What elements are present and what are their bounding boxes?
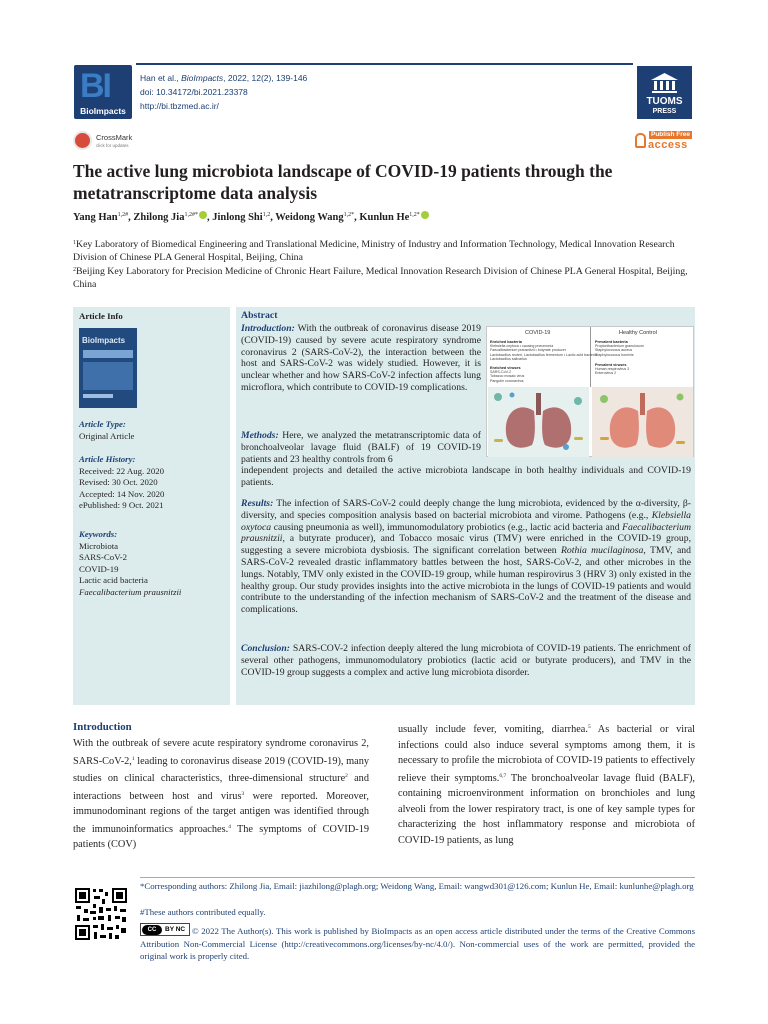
abstract-conclusion: Conclusion: SARS-COV-2 infection deeply altered the lung microbiota of COVID-19 patients. The enrichment of several other pathogens, immunomodulatory probiotics (lactic acid or butyrate producers), and TMV in the COVID-19 group suggests a complex and active lung microbiota disorder. [241,643,691,678]
figure-covid-viruses: Enriched viruses SARS-CoV-2 Tobacco mosaic virus Pangolin coronavirus [490,366,525,383]
author-name: Jinlong Shi [212,212,263,223]
author-affiliation-mark: 1,2 [262,212,271,218]
orcid-icon[interactable] [199,211,207,219]
journal-logo [74,65,132,119]
publish-free-label: Publish Free [651,131,691,138]
keyword: Lactic acid bacteria [79,575,148,585]
author-list: Yang Han$^{1,2\#}$, Zhilong Jia$^{1,2\#*}$ , Jinlong Shi$^{1,2}$, Weidong Wang$^{1,2*}$, Kunlun $He^{1,2*}$ [73,211,429,223]
figure-healthy-bacteria: Prevalent bacteria Propionibacterium granulosum Staphylococcus aureus Staphylococcus hominis [595,340,644,357]
article-info-panel [73,307,230,705]
covid-lung-panel [488,387,589,457]
open-lock-icon [635,133,646,148]
abstract-methods: Methods: Here, we analyzed the metatranscriptomic data of bronchoalveolar lavage fluid (BALF) of 19 COVID-19 patients and 23 healthy controls from 6 [241,430,481,465]
reference-citation[interactable]: 4 [228,823,231,830]
abstract-results: Results: The infection of SARS-CoV-2 could deeply change the lung microbiota, evidenced by the α-diversity, β-diversity, and species composition analysis based on bacterial microbiota and virome. Pathogens (e.g., Klebsiella oxytoca causing pneumonia as well), immunomodulatory probiotics (e.g., lactic acid bacteria and Faecalibacterium prausnitzii, a butyrate producer), and Tobacco mosaic virus (TMV) were enriched in the COVID-19 group, suggesting a severe microbiota dysbiosis. The significant correlation between Rothia mucilaginosa, TMV, and SARS-CoV-2 revealed drastic inflammatory battles between the host, SARS-CoV-2, and other microbes in the lungs. Notably, TMV only existed in the COVID-19 group, while human respirovirus 3 (HRV 3) only existed in the healthy group. Our study provides insights into the active microbiota in the lungs of COVID-19 patients and would contribute to the understanding of the infection mechanism of SARS-CoV-2 and the treatment of the disease and complications. [241,498,691,616]
article-type-value: Original Article [79,430,135,441]
article-history [79,454,164,512]
affiliation-1: $^1$Key Laboratory of Biomedical Engineering and Translational Medicine, Ministry of Industry and Information Technology, Medical Innovation Research Division of Chinese PLA General Hospital, Beijing, China [73,239,675,263]
journal-logo-text: BioImpacts [80,106,126,116]
reference-citation[interactable]: 1 [131,755,135,762]
author-name: Kunlun He [359,212,410,223]
journal-url-link[interactable]: http://bi.tbzmed.ac.ir/ [140,101,219,111]
crossmark-badge[interactable] [73,131,153,151]
history-epublished: ePublished: 9 Oct. 2021 [79,500,164,510]
figure-label-healthy: Healthy Control [619,330,657,336]
journal-logo-mark: BI [80,67,110,105]
abstract-heading: Abstract [241,310,278,321]
covid-lungs-icon [488,387,589,457]
equal-contribution-note: #These authors contributed equally. [140,907,266,917]
history-revised: Revised: 30 Oct. 2020 [79,477,158,487]
keyword: SARS-CoV-2 [79,552,128,562]
author-name: Yang Han [73,212,118,223]
author-name: Zhilong Jia [133,212,185,223]
footer-rule [140,877,695,878]
figure-healthy-viruses: Prevalent viruses Human respirovirus 3 Enterovirus 2 [595,363,630,376]
cc-license-badge[interactable] [140,923,190,936]
graphical-abstract [486,326,694,457]
reference-citation[interactable]: 2 [345,773,348,779]
orcid-icon[interactable] [421,211,429,219]
abstract-introduction: Introduction: With the outbreak of coronavirus disease 2019 (COVID-19) caused by severe acute respiratory syndrome coronavirus 2 (SARS-CoV-2), the interaction between the host and SARS-CoV-2 was widely studied. However, it is unclear whether and how SARS-CoV-2 infection affects lung microflora, which contribute to COVID-19 complications. [241,323,481,393]
author-affiliation-mark: 1,2#* [184,212,198,218]
article-info-heading: Article Info [79,311,123,321]
body-column-right: usually include fever, vomiting, diarrhea.$^5$ As bacterial or viral infections could also induce several symptoms among them, it is necessary to profile the microbiota of COVID-19 patients to effectively relieve their symptoms.$^{6,7}$ The bronchoalveolar lavage fluid (BALF), containing microenvironment information on bronchioles and lung alveoli from the lower respiratory tract, is one of key sample types for characterizing the host inflammatory response and microbiota of COVID-19 patients, as lung [398,724,695,846]
license-text: © 2022 The Author(s). This work is published by BioImpacts as an open access article distributed under the terms of the Creative Commons Attribution Non-Commercial License (http://creativecommons.org/licenses/by-nc/4.0/). Non-commercial uses of the work are permitted, provided the original work is properly cited. [140,926,695,961]
body-column-left: With the outbreak of severe acute respiratory syndrome coronavirus 2, SARS-CoV-2,$^1$ leading to coronavirus disease 2019 (COVID-19), many studies on clinical characteristics, three-dimensional structure$^2$ and interactions between host and virus$^3$ were reported. Moreover, immunodominant regions of the target antigen was identified through the immunoinformatics approaches.$^4$ The symptoms of COVID-19 patients (COV) [73,738,369,850]
keyword: COVID-19 [79,563,119,574]
affiliation-2: $^2$Beijing Key Laboratory for Precision Medicine of Chronic Heart Failure, Medical Innovation Research Division of Chinese PLA General Hospital, Beijing, China [73,266,688,290]
crossmark-icon [73,131,92,150]
publisher-press: PRESS [652,108,677,115]
figure-covid-bacteria: Enriched bacteria Klebsiella oxytoca • causing pneumonia Faecalibacterium prausnitzii • butyrate producer Lactobacillus reuteri, Lactobacillus fermentum • Lactic acid bacteria Lactobacillus salivarius [490,340,597,361]
corresponding-authors: *Corresponding authors: Zhilong Jia, Email: jiazhilong@plagh.org; Weidong Wang, Email: wangwd301@126.com; Kunlun He, Email: kunlunhe@plagh.org [140,881,694,891]
article-title: The active lung microbiota landscape of COVID-19 patients through the metatranscriptome data analysis [73,161,613,203]
citation-line: Han et al., BioImpacts, 2022, 12(2), 139-146 [140,73,308,83]
qr-code-icon[interactable] [74,887,128,941]
abstract-methods-continued: independent projects and detailed the active microbiota landscape in both healthy individuals and COVID-19 patients. [241,465,691,488]
access-label: access [648,139,688,151]
article-history-heading: Article History: [79,454,136,464]
author-affiliation-mark: 1,2* [409,212,420,218]
open-access-badge [635,131,695,153]
author-affiliation-mark: 1,2* [343,212,355,218]
keyword: Faecalibacterium prausnitzii [79,586,182,597]
cover-title: BioImpacts [82,336,126,345]
citation-block [140,71,307,113]
publisher-logo [637,66,692,119]
keywords-block [79,529,181,598]
doi-link[interactable]: doi: 10.34172/bi.2021.23378 [140,87,248,97]
keywords-heading: Keywords: [79,529,118,539]
crossmark-label: CrossMark [96,133,133,142]
crossmark-sub: click for updates [96,143,129,148]
publisher-name: TUOMS [646,96,683,107]
author-name: Weidong Wang [275,212,344,223]
healthy-lung-panel [592,387,693,457]
reference-citation[interactable]: 5 [587,724,591,730]
author-affiliation-mark: 1,2# [117,212,129,218]
cc-by-nc-label: BY NC [165,926,186,933]
journal-cover-image [79,328,137,408]
reference-citation[interactable]: 6,7 [499,772,507,779]
article-type-heading: Article Type: [79,419,126,429]
header-rule [136,63,633,65]
article-type [79,419,134,442]
cc-icon: CC [142,925,162,935]
healthy-lungs-icon [592,387,693,457]
introduction-heading: Introduction [73,721,132,733]
reference-citation[interactable]: 3 [241,790,245,797]
publisher-building-icon [651,73,678,93]
keyword: Microbiota [79,540,119,551]
figure-label-covid: COVID-19 [525,330,551,336]
history-accepted: Accepted: 14 Nov. 2020 [79,488,165,499]
history-received: Received: 22 Aug. 2020 [79,465,165,476]
